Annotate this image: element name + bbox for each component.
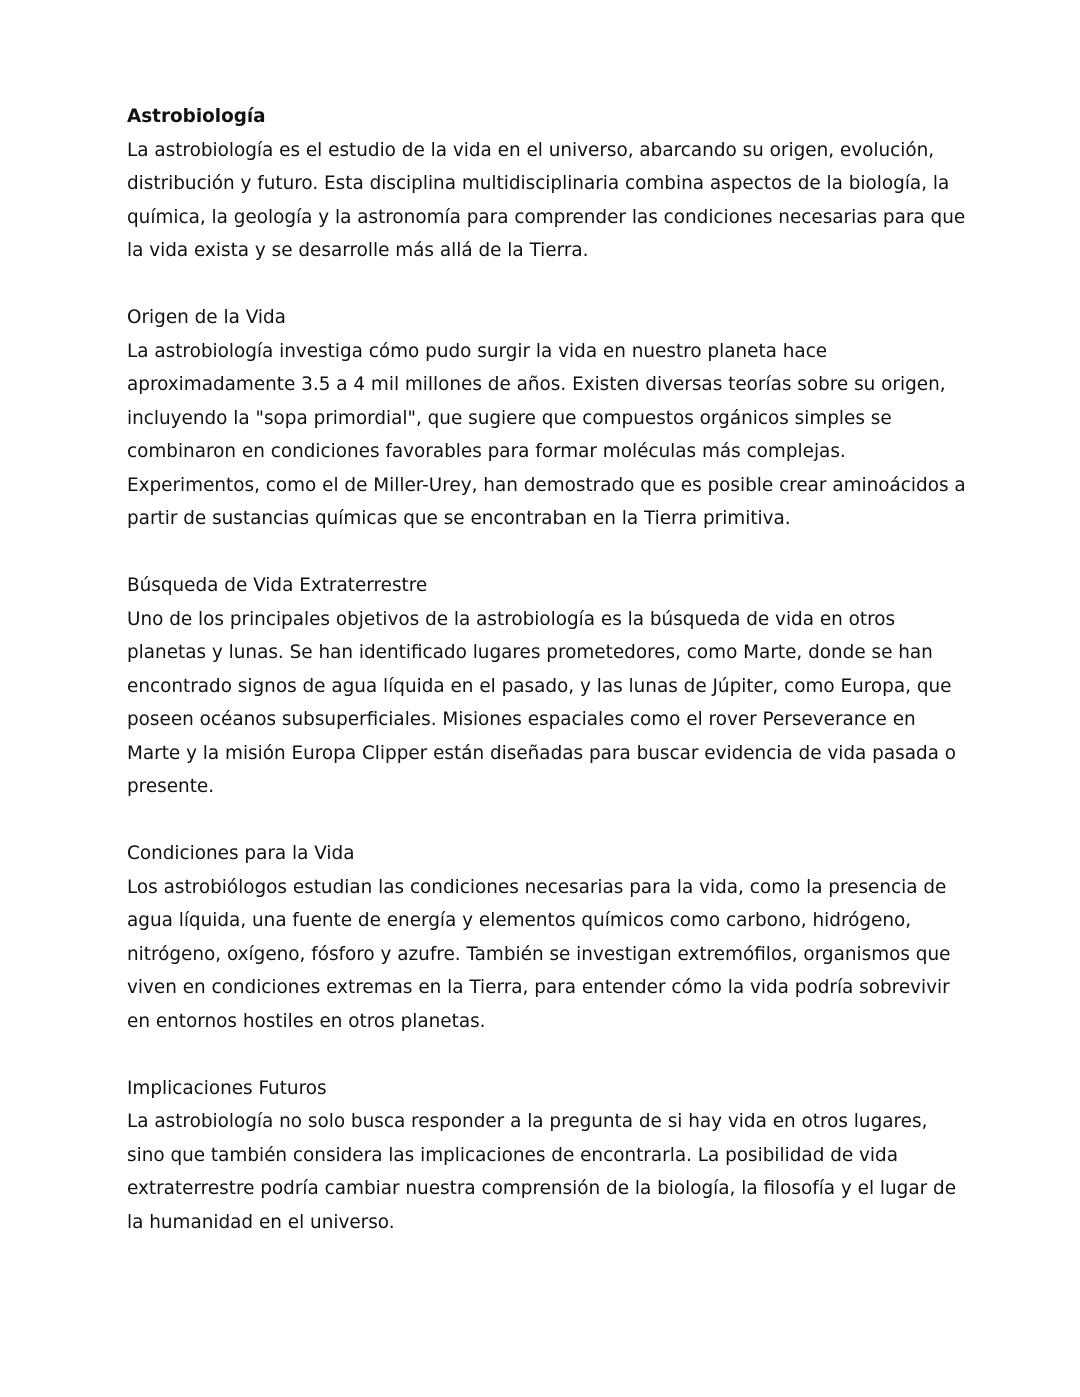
- section-paragraph: La astrobiología no solo busca responder a la pregunta de si hay vida en otros lugares, sino que también considera las implicaciones de encontrarla. La posibilidad de vida extraterrestre podría cambiar nuestra comprensión de la biología, la filosofía y el lugar de la humanidad en el universo.: [127, 1111, 957, 1233]
- document-title: Astrobiología: [127, 106, 266, 127]
- intro-section: [127, 100, 967, 268]
- intro-paragraph: La astrobiología es el estudio de la vida en el universo, abarcando su origen, evolución, distribución y futuro. Esta disciplina multidisciplinaria combina aspectos de la biología, la química, la geología y la astronomía para comprender las condiciones necesarias para que la vida exista y se desarrolle más allá de la Tierra.: [127, 139, 966, 261]
- document-page: [127, 100, 967, 1239]
- section-condiciones: [127, 837, 967, 1038]
- section-paragraph: Uno de los principales objetivos de la astrobiología es la búsqueda de vida en otros planetas y lunas. Se han identificado lugares prometedores, como Marte, donde se han encontrado signos de agua líquida en el pasado, y las lunas de Júpiter, como Europa, que poseen océanos subsuperficiales. Misiones espaciales como el rover Perseverance en Marte y la misión Europa Clipper están diseñadas para buscar evidencia de vida pasada o presente.: [127, 608, 957, 797]
- section-paragraph: La astrobiología investiga cómo pudo surgir la vida en nuestro planeta hace aproximadamente 3.5 a 4 mil millones de años. Existen diversas teorías sobre su origen, incluyendo la "sopa primordial", que sugiere que compuestos orgánicos simples se combinaron en condiciones favorables para formar moléculas más complejas. Experimentos, como el de Miller-Urey, han demostrado que es posible crear aminoácidos a partir de sustancias químicas que se encontraban en la Tierra primitiva.: [127, 340, 966, 529]
- section-busqueda: [127, 569, 967, 804]
- section-origen: [127, 301, 967, 536]
- section-implicaciones: [127, 1072, 967, 1240]
- section-heading: Búsqueda de Vida Extraterrestre: [127, 575, 428, 596]
- section-paragraph: Los astrobiólogos estudian las condiciones necesarias para la vida, como la presencia de agua líquida, una fuente de energía y elementos químicos como carbono, hidrógeno, nitrógeno, oxígeno, fósforo y azufre. También se investigan extremófilos, organismos que viven en condiciones extremas en la Tierra, para entender cómo la vida podría sobrevivir en entornos hostiles en otros planetas.: [127, 876, 951, 1032]
- section-heading: Implicaciones Futuros: [127, 1077, 327, 1099]
- section-heading: Condiciones para la Vida: [127, 843, 355, 864]
- section-heading: Origen de la Vida: [127, 307, 286, 328]
